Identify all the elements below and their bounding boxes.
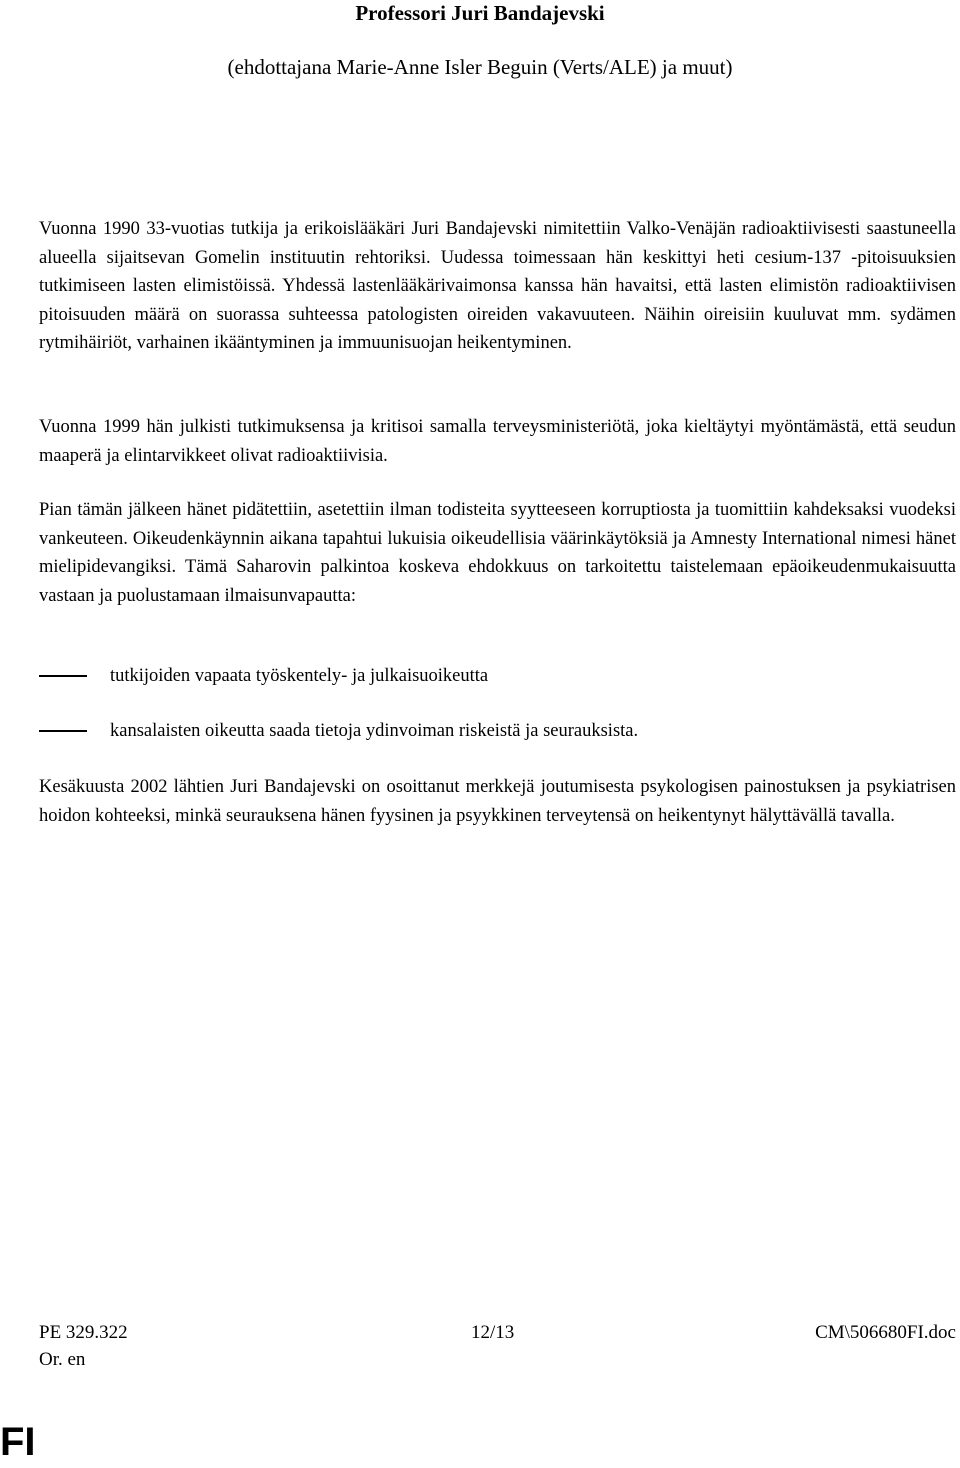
paragraph-2-text: Vuonna 1999 hän julkisti tutkimuksensa ja kritisoi samalla terveysministeriötä, joka kieltäytyi myöntämästä, että seudun maaperä ja elintarvikkeet olivat radioaktiivisia. bbox=[39, 417, 956, 466]
paragraph-1-text: Vuonna 1990 33-vuotias tutkija ja erikoislääkäri Juri Bandajevski nimitettiin Valko-Venäjän radioaktiivisesti saastuneella alueella sijaitsevan Gomelin instituutin rehtoriksi. Uudessa toimessaan hän keskittyi heti cesium-137 -pitoisuuksien tutkimiseen lasten elimistöissä. Yhdessä lastenlääkärivaimonsa kanssa hän havaitsi, että lasten elimistön radioaktiivisen pitoisuuden määrä on suorassa suhteessa patologisten oireiden vakavuuteen. Näihin oireisiin kuuluvat mm. sydämen rytmihäiriöt, varhainen ikääntyminen ja immuunisuojan heikentyminen. bbox=[39, 219, 956, 353]
document-title: Professori Juri Bandajevski bbox=[355, 1, 605, 25]
list-item bbox=[39, 717, 956, 745]
dash-bullet-icon bbox=[39, 730, 87, 732]
language-code: FI bbox=[0, 1420, 36, 1464]
paragraph-4 bbox=[39, 773, 956, 830]
paragraph-3-text: Pian tämän jälkeen hänet pidätettiin, asetettiin ilman todisteita syytteeseen korruptiosta ja tuomittiin kahdeksaksi vuodeksi vankeuteen. Oikeudenkäynnin aikana tapahtui lukuisia oikeudellisia väärinkäytöksiä ja Amnesty International nimesi hänet mielipidevangiksi. Tämä Saharovin palkintoa koskeva ehdokkuus on tarkoitettu taistelemaan epäoikeudenmukaisuutta vastaan ja puolustamaan ilmaisunvapautta: bbox=[39, 500, 956, 606]
list-item-text: kansalaisten oikeutta saada tietoja ydinvoiman riskeistä ja seurauksista. bbox=[110, 721, 639, 741]
paragraph-3 bbox=[39, 496, 956, 610]
footer-original-language: Or. en bbox=[39, 1349, 86, 1370]
footer-reference: PE 329.322 bbox=[39, 1322, 128, 1343]
dash-bullet-icon bbox=[39, 675, 87, 677]
list-item bbox=[39, 662, 956, 690]
document-subtitle: (ehdottajana Marie-Anne Isler Beguin (Verts/ALE) ja muut) bbox=[227, 55, 733, 79]
page-footer bbox=[39, 1320, 956, 1346]
footer-document-code: CM\506680FI.doc bbox=[815, 1322, 956, 1343]
paragraph-1 bbox=[39, 215, 956, 358]
paragraph-2 bbox=[39, 413, 956, 470]
footer-page-number: 12/13 bbox=[471, 1322, 515, 1343]
paragraph-4-text: Kesäkuusta 2002 lähtien Juri Bandajevski on osoittanut merkkejä joutumisesta psykologisen painostuksen ja psykiatrisen hoidon kohteeksi, minkä seurauksena hänen fyysinen ja psyykkinen terveytensä on heikentynyt hälyttävällä tavalla. bbox=[39, 777, 956, 826]
list-item-text: tutkijoiden vapaata työskentely- ja julkaisuoikeutta bbox=[110, 666, 489, 686]
